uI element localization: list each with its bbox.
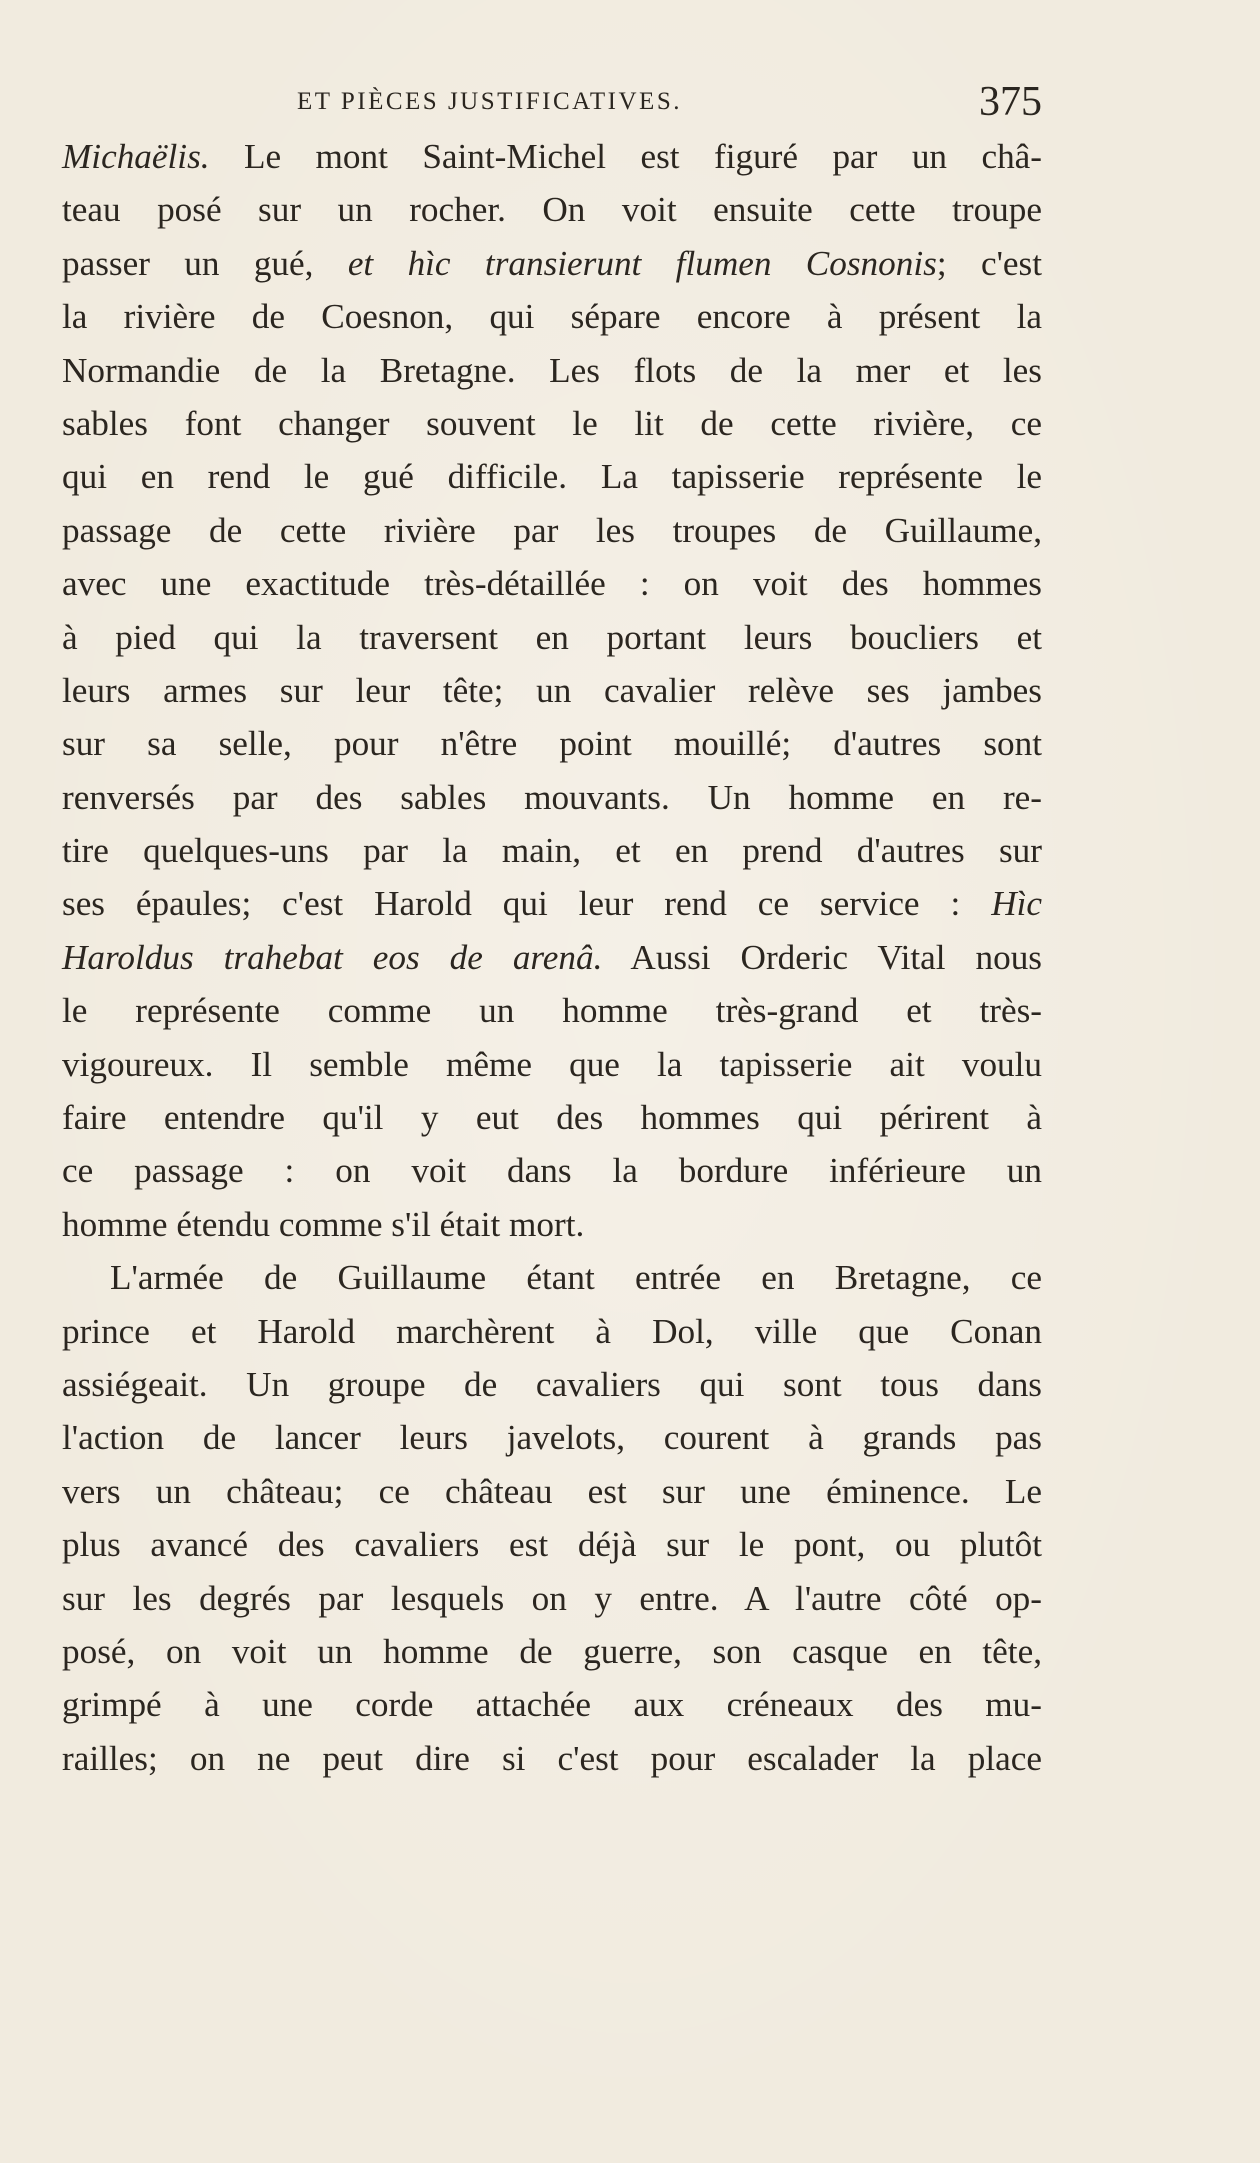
body-text <box>62 130 1042 1785</box>
text-span: passer un gué, <box>62 243 348 283</box>
italic-text: Michaëlis. <box>62 137 210 176</box>
text-line <box>62 130 1042 183</box>
text-span: posé, on voit un homme de guerre, son casque en tête, <box>62 1631 1042 1671</box>
text-span: renversés par des sables mouvants. Un homme en re- <box>62 777 1042 817</box>
italic-text: Hìc <box>991 884 1042 924</box>
text-span: ses épaules; c'est Harold qui leur rend ce service : <box>62 884 992 924</box>
text-line <box>62 824 1042 877</box>
text-line <box>62 771 1042 824</box>
text-span: sur les degrés par lesquels on y entre. A l'autre côté op- <box>62 1578 1042 1618</box>
text-line <box>62 504 1042 557</box>
text-span: vers un château; ce château est sur une éminence. Le <box>62 1471 1042 1511</box>
text-span: qui en rend le gué difficile. La tapisserie représente le <box>62 457 1042 497</box>
text-span: ; c'est <box>936 243 1042 283</box>
text-span: railles; on ne peut dire si c'est pour escalader la place <box>62 1738 1042 1778</box>
text-span: assiégeait. Un groupe de cavaliers qui sont tous dans <box>62 1364 1042 1404</box>
text-span: à pied qui la traversent en portant leurs boucliers et <box>62 617 1042 657</box>
text-line <box>62 290 1042 343</box>
text-span: Le mont Saint-Michel est figuré par un châ- <box>209 137 1042 176</box>
text-span: Aussi Orderic Vital nous <box>602 937 1042 977</box>
page-number: 375 <box>979 79 1042 125</box>
text-line <box>62 1305 1042 1358</box>
italic-text: Haroldus trahebat eos de arenâ. <box>62 937 603 977</box>
text-span: Normandie de la Bretagne. Les flots de la mer et les <box>62 350 1042 390</box>
text-span: faire entendre qu'il y eut des hommes qui périrent à <box>62 1098 1042 1138</box>
text-span: la rivière de Coesnon, qui sépare encore à présent la <box>62 297 1042 337</box>
running-title: ET PIÈCES JUSTIFICATIVES. <box>297 88 682 115</box>
text-line <box>62 450 1042 503</box>
text-line <box>62 237 1042 290</box>
text-span: avec une exactitude très-détaillée : on voit des hommes <box>62 564 1042 604</box>
text-line <box>62 1678 1042 1731</box>
text-line <box>62 1358 1042 1411</box>
text-span: passage de cette rivière par les troupes de Guillaume, <box>62 510 1042 550</box>
text-line <box>62 1732 1042 1785</box>
text-line <box>62 1518 1042 1571</box>
text-line <box>62 1038 1042 1091</box>
text-span: sables font changer souvent le lit de cette rivière, ce <box>62 403 1042 443</box>
text-line <box>62 717 1042 770</box>
text-line <box>62 1572 1042 1625</box>
italic-text: et hìc transierunt flumen Cosnonis <box>347 243 937 283</box>
text-line <box>62 877 1042 930</box>
text-line <box>62 1251 1042 1304</box>
text-line <box>62 1144 1042 1197</box>
text-span: tire quelques-uns par la main, et en prend d'autres sur <box>62 831 1042 871</box>
text-span: l'action de lancer leurs javelots, courent à grands pas <box>62 1418 1042 1458</box>
text-span: vigoureux. Il semble même que la tapisserie ait voulu <box>62 1044 1042 1084</box>
text-span: ce passage : on voit dans la bordure inférieure un <box>62 1151 1042 1191</box>
text-span: teau posé sur un rocher. On voit ensuite cette troupe <box>62 190 1042 230</box>
text-span: L'armée de Guillaume étant entrée en Bretagne, ce <box>110 1258 1042 1298</box>
text-line <box>62 1411 1042 1464</box>
text-span: prince et Harold marchèrent à Dol, ville que Conan <box>62 1311 1042 1351</box>
text-line <box>62 183 1042 236</box>
text-span: leurs armes sur leur tête; un cavalier relève ses jambes <box>62 670 1042 710</box>
text-line <box>62 1091 1042 1144</box>
text-line <box>62 397 1042 450</box>
text-span: grimpé à une corde attachée aux créneaux des mu- <box>62 1685 1042 1725</box>
text-line <box>62 931 1042 984</box>
text-line <box>62 557 1042 610</box>
text-line <box>62 1198 1042 1251</box>
text-line <box>62 1625 1042 1678</box>
text-line <box>62 1465 1042 1518</box>
text-span: le représente comme un homme très-grand et très- <box>62 991 1042 1031</box>
text-span: sur sa selle, pour n'être point mouillé; d'autres sont <box>62 724 1042 764</box>
running-header <box>62 78 1042 128</box>
text-line <box>62 664 1042 717</box>
text-span: plus avancé des cavaliers est déjà sur le pont, ou plutôt <box>62 1525 1042 1565</box>
text-line <box>62 984 1042 1037</box>
text-line <box>62 344 1042 397</box>
text-span: homme étendu comme s'il était mort. <box>62 1204 585 1244</box>
text-line <box>62 611 1042 664</box>
